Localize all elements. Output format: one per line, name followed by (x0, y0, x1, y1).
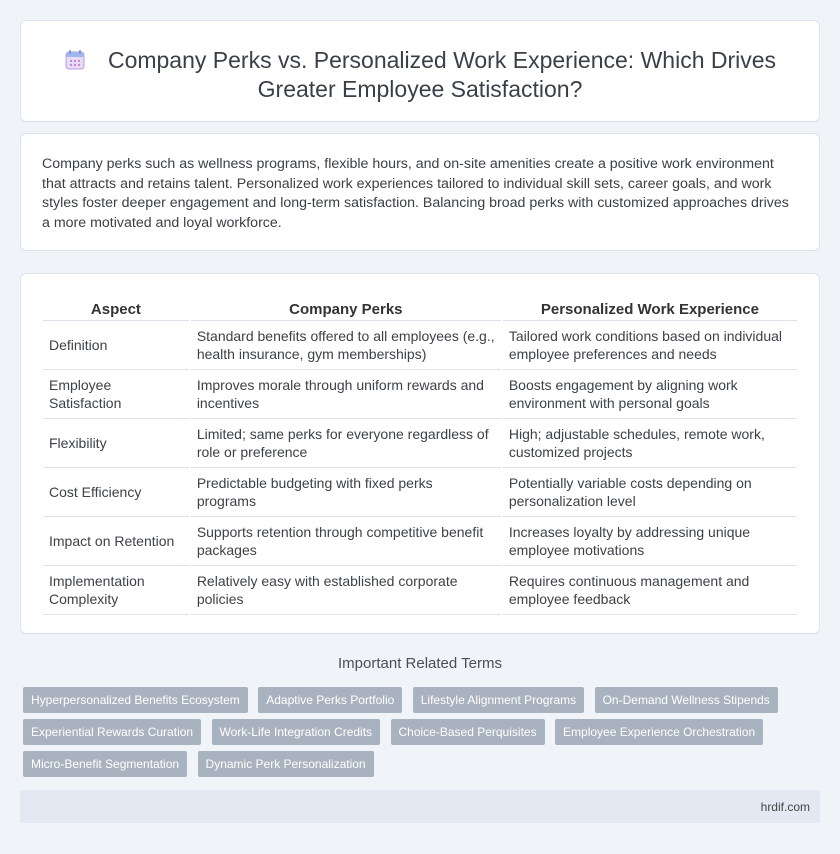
row-company-perks: Predictable budgeting with fixed perks programs (191, 468, 501, 517)
row-aspect: Cost Efficiency (43, 468, 189, 517)
row-personalized: Requires continuous management and employee feedback (503, 566, 797, 615)
table-row (43, 370, 797, 419)
header-aspect: Aspect (43, 297, 189, 321)
related-term-tag[interactable]: Experiential Rewards Curation (23, 719, 201, 745)
title-block (21, 46, 819, 104)
related-term-tag[interactable]: On-Demand Wellness Stipends (595, 687, 778, 713)
table-row (43, 468, 797, 517)
intro-paragraph: Company perks such as wellness programs, flexible hours, and on-site amenities create a positive work environment that attracts and retains talent. Personalized work experiences tailored to individual skill sets, career goals, and work styles foster deeper engagement and long-term satisfaction. Balancing broad perks with customized approaches drives a more motivated and loyal workforce. (42, 156, 789, 231)
comparison-card (20, 273, 820, 634)
related-term-tag[interactable]: Work-Life Integration Credits (212, 719, 381, 745)
footer-site-link[interactable]: hrdif.com (760, 800, 810, 814)
row-aspect: Definition (43, 321, 189, 370)
related-terms-list (23, 687, 803, 783)
footer-bar (20, 790, 820, 823)
page-title (21, 46, 819, 75)
row-personalized: Increases loyalty by addressing unique employee motivations (503, 517, 797, 566)
row-company-perks: Standard benefits offered to all employees (e.g., health insurance, gym memberships) (191, 321, 501, 370)
related-terms-heading: Important Related Terms (338, 655, 502, 672)
row-company-perks: Limited; same perks for everyone regardless of role or preference (191, 419, 501, 468)
row-aspect: Employee Satisfaction (43, 370, 189, 419)
related-term-tag[interactable]: Employee Experience Orchestration (555, 719, 763, 745)
related-term-tag[interactable]: Hyperpersonalized Benefits Ecosystem (23, 687, 248, 713)
title-line-2: Greater Employee Satisfaction? (257, 76, 583, 102)
table-row (43, 321, 797, 370)
row-personalized: Potentially variable costs depending on personalization level (503, 468, 797, 517)
row-aspect: Flexibility (43, 419, 189, 468)
row-aspect: Implementation Complexity (43, 566, 189, 615)
row-personalized: Tailored work conditions based on individual employee preferences and needs (503, 321, 797, 370)
related-term-tag[interactable]: Lifestyle Alignment Programs (413, 687, 584, 713)
row-personalized: Boosts engagement by aligning work environment with personal goals (503, 370, 797, 419)
related-term-tag[interactable]: Dynamic Perk Personalization (198, 751, 374, 777)
calendar-icon (64, 49, 86, 71)
title-card (20, 20, 820, 122)
table-row (43, 419, 797, 468)
header-company-perks: Company Perks (191, 297, 501, 321)
comparison-table (41, 297, 799, 615)
related-term-tag[interactable]: Micro-Benefit Segmentation (23, 751, 187, 777)
table-row (43, 566, 797, 615)
related-term-tag[interactable]: Choice-Based Perquisites (391, 719, 545, 745)
related-term-tag[interactable]: Adaptive Perks Portfolio (258, 687, 402, 713)
row-aspect: Impact on Retention (43, 517, 189, 566)
row-company-perks: Supports retention through competitive benefit packages (191, 517, 501, 566)
header-personalized: Personalized Work Experience (503, 297, 797, 321)
row-company-perks: Improves morale through uniform rewards and incentives (191, 370, 501, 419)
table-row (43, 517, 797, 566)
intro-card (20, 133, 820, 251)
row-personalized: High; adjustable schedules, remote work, customized projects (503, 419, 797, 468)
row-company-perks: Relatively easy with established corporate policies (191, 566, 501, 615)
table-header-row (43, 297, 797, 321)
title-line-1: Company Perks vs. Personalized Work Experience: Which Drives (107, 47, 777, 73)
